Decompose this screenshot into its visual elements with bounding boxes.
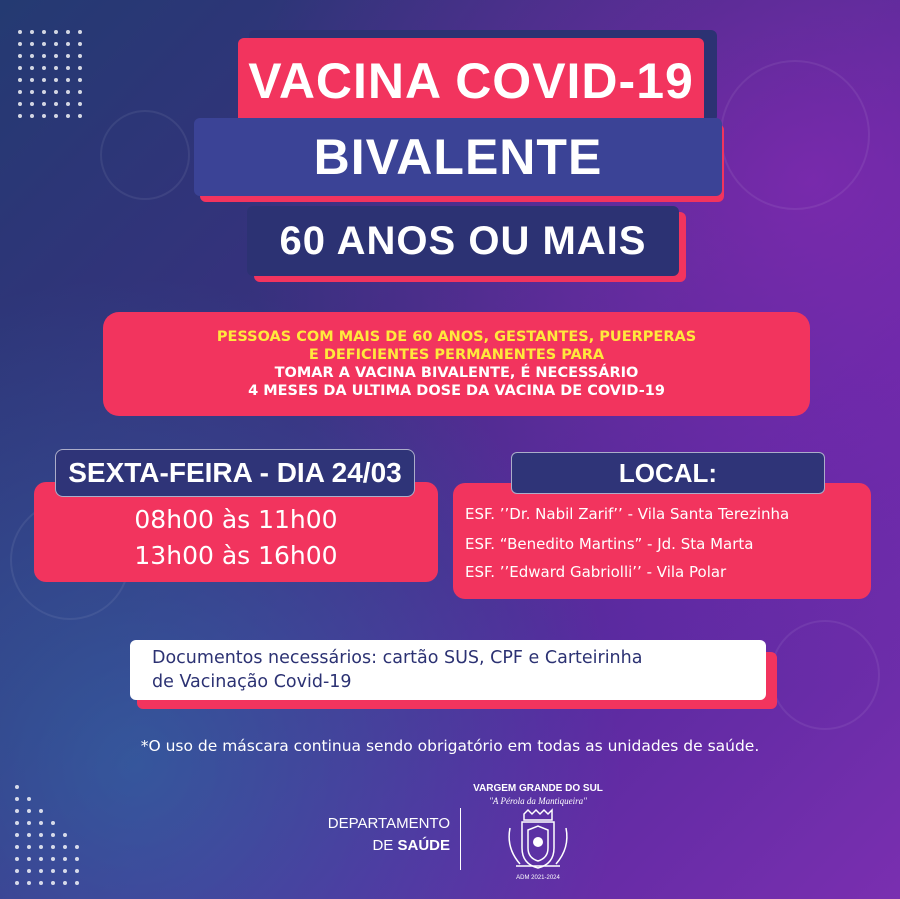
dot — [30, 114, 34, 118]
dot — [51, 821, 55, 825]
dot — [18, 90, 22, 94]
dot — [15, 881, 19, 885]
dot — [42, 30, 46, 34]
schedule-day: SEXTA-FEIRA - DIA 24/03 — [55, 449, 415, 497]
dot — [66, 90, 70, 94]
dot — [18, 42, 22, 46]
dot — [75, 845, 79, 849]
dot — [18, 54, 22, 58]
dot — [66, 54, 70, 58]
dot — [66, 66, 70, 70]
dot — [54, 30, 58, 34]
dot — [63, 881, 67, 885]
info-line-1: PESSOAS COM MAIS DE 60 ANOS, GESTANTES, PUERPERAS — [216, 329, 697, 345]
dot — [27, 809, 31, 813]
dot — [66, 114, 70, 118]
title-line3: 60 ANOS OU MAIS — [247, 206, 679, 276]
dot — [39, 869, 43, 873]
info-line-3: TOMAR A VACINA BIVALENTE, É NECESSÁRIO — [274, 365, 639, 381]
dot — [54, 90, 58, 94]
dot — [42, 102, 46, 106]
dot — [30, 42, 34, 46]
title-line2: BIVALENTE — [194, 118, 722, 196]
dot — [51, 845, 55, 849]
dot — [42, 90, 46, 94]
dot — [30, 66, 34, 70]
dot-grid-bottom — [15, 785, 85, 895]
dot — [66, 102, 70, 106]
dot — [18, 78, 22, 82]
dot — [39, 857, 43, 861]
mask-footnote: *O uso de máscara continua sendo obrigatório em todas as unidades de saúde. — [140, 737, 760, 755]
schedule-time-1: 08h00 às 11h00 — [134, 505, 338, 534]
dot — [15, 833, 19, 837]
dot — [15, 821, 19, 825]
virus-decoration — [720, 60, 870, 210]
dot — [78, 30, 82, 34]
department-line-2 — [300, 835, 450, 857]
documents-line-1: Documentos necessários: cartão SUS, CPF e Carteirinha — [152, 648, 643, 668]
info-line-4: 4 MESES DA ULTIMA DOSE DA VACINA DE COVID-19 — [248, 383, 665, 399]
dot — [75, 857, 79, 861]
dot — [42, 114, 46, 118]
dot — [78, 102, 82, 106]
dot — [27, 881, 31, 885]
dot — [42, 78, 46, 82]
dot — [51, 833, 55, 837]
dot — [66, 30, 70, 34]
dot — [30, 30, 34, 34]
virus-decoration — [770, 620, 880, 730]
dot — [42, 66, 46, 70]
dot — [54, 54, 58, 58]
dot — [15, 869, 19, 873]
dot — [27, 845, 31, 849]
dot — [78, 114, 82, 118]
info-line-2: E DEFICIENTES PERMANENTES PARA — [308, 347, 605, 363]
location-label: LOCAL: — [511, 452, 825, 494]
dot — [54, 42, 58, 46]
dot — [78, 42, 82, 46]
dot — [30, 102, 34, 106]
location-item: ESF. ’’Dr. Nabil Zarif’’ - Vila Santa Terezinha — [465, 505, 790, 523]
department-prefix: DE — [372, 837, 394, 854]
administration-period: ADM 2021-2024 — [516, 875, 560, 881]
dot — [27, 821, 31, 825]
location-item: ESF. “Benedito Martins” - Jd. Sta Marta — [465, 535, 754, 553]
dot — [78, 66, 82, 70]
dot — [51, 881, 55, 885]
dot — [42, 54, 46, 58]
dot — [54, 114, 58, 118]
dot-grid-top — [18, 30, 88, 120]
footer-divider — [460, 808, 461, 870]
city-coat-of-arms-icon — [502, 808, 574, 874]
dot — [27, 857, 31, 861]
dot — [54, 78, 58, 82]
dot — [75, 881, 79, 885]
department-name — [300, 813, 450, 857]
city-slogan: "A Pérola da Mantiqueira" — [489, 796, 587, 806]
dot — [51, 869, 55, 873]
dot — [30, 78, 34, 82]
dot — [27, 797, 31, 801]
department-bold: SAÚDE — [397, 837, 450, 854]
title-line1: VACINA COVID-19 — [238, 38, 704, 124]
dot — [30, 54, 34, 58]
dot — [18, 114, 22, 118]
dot — [63, 833, 67, 837]
dot — [54, 102, 58, 106]
dot — [63, 857, 67, 861]
dot — [39, 809, 43, 813]
dot — [30, 90, 34, 94]
dot — [39, 845, 43, 849]
dot — [66, 78, 70, 82]
dot — [27, 869, 31, 873]
dot — [63, 869, 67, 873]
dot — [15, 857, 19, 861]
dot — [42, 42, 46, 46]
dot — [39, 881, 43, 885]
dot — [15, 797, 19, 801]
documents-box — [130, 640, 766, 700]
dot — [54, 66, 58, 70]
department-line-1: DEPARTAMENTO — [327, 815, 450, 832]
dot — [39, 821, 43, 825]
dot — [51, 857, 55, 861]
virus-decoration — [100, 110, 190, 200]
schedule-time-2: 13h00 às 16h00 — [134, 541, 338, 570]
location-item: ESF. ’’Edward Gabriolli’’ - Vila Polar — [465, 563, 727, 581]
city-name: VARGEM GRANDE DO SUL — [473, 783, 603, 794]
dot — [27, 833, 31, 837]
dot — [15, 845, 19, 849]
dot — [18, 102, 22, 106]
dot — [78, 90, 82, 94]
dot — [75, 869, 79, 873]
eligibility-info — [103, 312, 810, 416]
dot — [15, 785, 19, 789]
dot — [18, 66, 22, 70]
dot — [63, 845, 67, 849]
dot — [66, 42, 70, 46]
documents-line-2: de Vacinação Covid-19 — [152, 672, 352, 692]
dot — [78, 78, 82, 82]
dot — [78, 54, 82, 58]
dot — [18, 30, 22, 34]
dot — [15, 809, 19, 813]
dot — [39, 833, 43, 837]
